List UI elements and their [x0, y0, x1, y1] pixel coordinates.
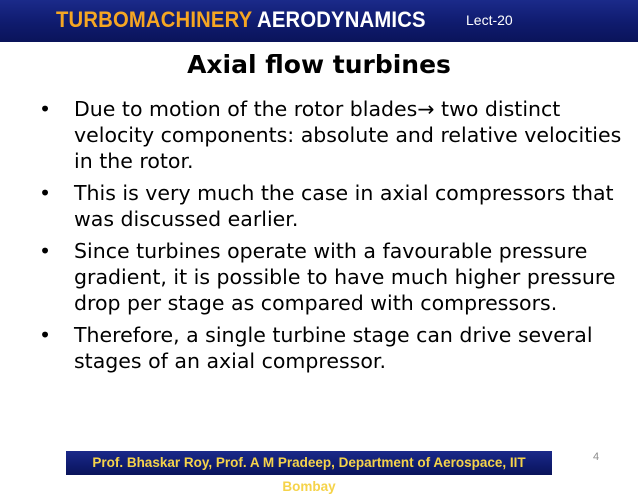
course-title [56, 7, 426, 33]
bullet-item [30, 96, 626, 174]
bullet-item [30, 238, 626, 316]
bullet-marker: • [38, 239, 52, 263]
footer-bar [66, 451, 552, 494]
course-title-part1: TURBOMACHINERY [56, 7, 252, 32]
bullet-text: Therefore, a single turbine stage can drive several stages of an axial compressor. [74, 323, 593, 373]
footer-credits: Prof. Bhaskar Roy, Prof. A M Pradeep, Department of Aerospace, IIT Bombay [92, 455, 526, 494]
bullet-text: Due to motion of the rotor blades→ two distinct velocity components: absolute and relative velocities in the rotor. [74, 97, 622, 173]
bullet-marker: • [38, 97, 52, 121]
bullet-marker: • [38, 323, 52, 347]
bullet-list [30, 96, 626, 380]
slide-title: Axial flow turbines [187, 50, 451, 79]
bullet-item [30, 180, 626, 232]
bullet-text: This is very much the case in axial compressors that was discussed earlier. [74, 181, 614, 231]
course-title-part2: AERODYNAMICS [257, 7, 426, 32]
lecture-label: Lect-20 [466, 12, 513, 28]
bullet-text: Since turbines operate with a favourable pressure gradient, it is possible to have much higher pressure drop per stage as compared with compressors. [74, 239, 616, 315]
page-number: 4 [593, 451, 600, 463]
bullet-marker: • [38, 181, 52, 205]
bullet-item [30, 322, 626, 374]
header-bar [0, 0, 638, 42]
